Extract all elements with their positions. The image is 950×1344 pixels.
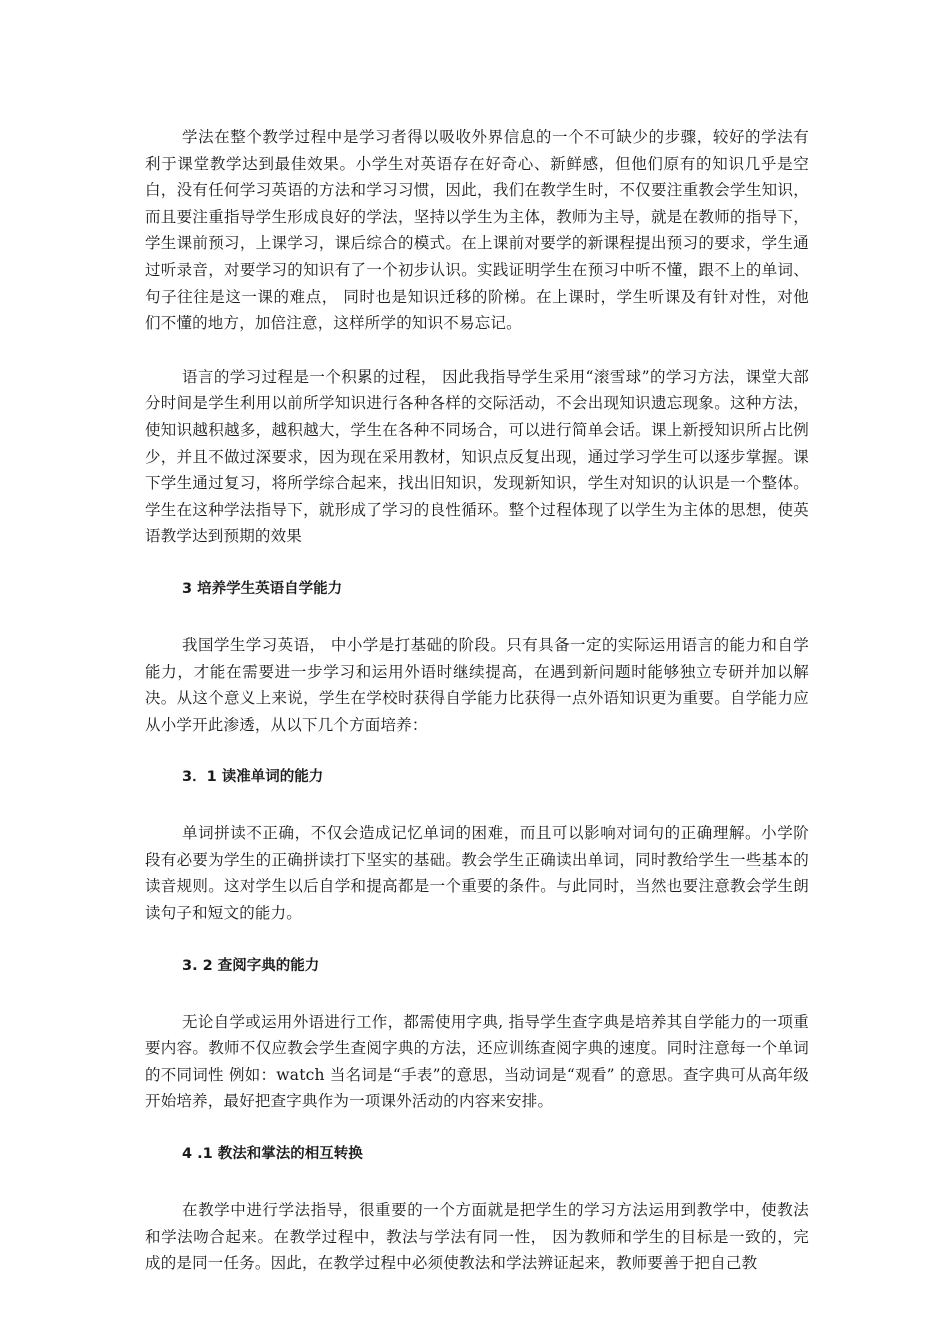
paragraph-study-method: 学法在整个教学过程中是学习者得以吸收外界信息的一个不可缺少的步骤，较好的学法有利于课堂教学达到最佳效果。小学生对英语存在好奇心、新鲜感，但他们原有的知识几乎是空白，没有任何学习英语的方法和学习习惯，因此，我们在教学生时，不仅要注重教会学生知识，而且要注重指导学生形成良好的学法，坚持以学生为主体，教师为主导，就是在教师的指导下，学生课前预习，上课学习，课后综合的模式。在上课前对要学的新课程提出预习的要求，学生通过听录音，对要学习的知识有了一个初步认识。实践证明学生在预习中听不懂，跟不上的单词、句子往往是这一课的难点， 同时也是知识迁移的阶梯。在上课时，学生听课及有针对性，对他们不懂的地方，加倍注意，这样所学的知识不易忘记。 [145,128,809,333]
heading-teaching-method: 4 .1 教法和掌法的相互转换 [182,1146,363,1163]
paragraph-word-reading: 单词拼读不正确，不仅会造成记忆单词的困难，而且可以影响对词句的正确理解。小学阶段有必要为学生的正确拼读打下坚实的基础。教会学生正确读出单词，同时教给学生一些基本的读音规则。这对学生以后自学和提高都是一个重要的条件。与此同时，当然也要注意教会学生朗读句子和短文的能力。 [145,824,809,923]
paragraph-teaching-method: 在教学中进行学法指导，很重要的一个方面就是把学生的学习方法运用到教学中，使教法和学法吻合起来。在教学过程中，教法与学法有同一性， 因为教师和学生的目标是一致的，完成的是同一任务。因此，在教学过程中必须使教法和学法辨证起来，教师要善于把自己教 [145,1201,809,1273]
paragraph-dictionary: 无论自学或运用外语进行工作，都需使用字典, 指导学生查字典是培养其自学能力的一项重要内容。教师不仅应教会学生查阅字典的方法，还应训练查阅字典的速度。同时注意每一个单词的不同词性 例如：watch 当名词是“手表”的意思，当动词是“观看” 的意思。查字典可从高年级开始培养，最好把查字典作为一项课外活动的内容来安排。 [145,1012,809,1111]
heading-word-reading: 3．1 读准单词的能力 [182,769,324,786]
document-page [145,124,809,1304]
paragraph-snowball-method: 语言的学习过程是一个积累的过程， 因此我指导学生采用“滚雪球”的学习方法，课堂大部分时间是学生利用以前所学知识进行各种各样的交际活动，不会出现知识遗忘现象。这种方法，使知识越积越多，越积越大，学生在各种不同场合，可以进行简单会话。课上新授知识所占比例少，并且不做过深要求，因为现在采用教材，知识点反复出现，通过学习学生可以逐步掌握。课下学生通过复习，将所学综合起来，找出旧知识，发现新知识，学生对知识的认识是一个整体。学生在这种学法指导下，就形成了学习的良性循环。整个过程体现了以学生为主体的思想，使英语教学达到预期的效果 [145,367,809,546]
heading-self-study: 3 培养学生英语自学能力 [182,580,343,597]
heading-dictionary: 3. 2 查阅字典的能力 [182,957,320,974]
paragraph-self-study: 我国学生学习英语， 中小学是打基础的阶段。只有具备一定的实际运用语言的能力和自学能力，才能在需要进一步学习和运用外语时继续提高，在遇到新问题时能够独立专研并加以解决。从这个意义上来说，学生在学校时获得自学能力比获得一点外语知识更为重要。自学能力应从小学开此渗透，从以下几个方面培养： [145,635,809,734]
